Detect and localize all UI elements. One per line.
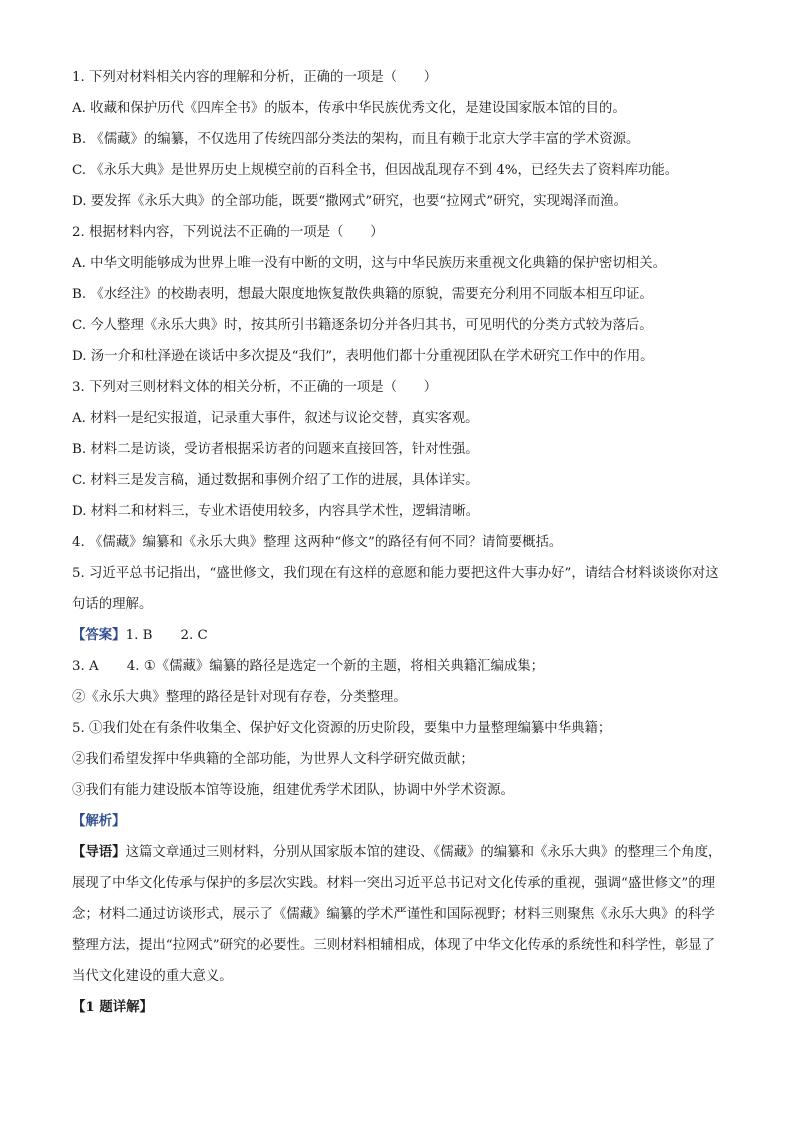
analysis-label: 【解析】 [72, 813, 126, 829]
answer-1: 1. B [125, 628, 153, 643]
question-3-option-c: C. 材料三是发言稿，通过数据和事例介绍了工作的进展，具体详实。 [72, 473, 479, 488]
question-5-stem: 5. 习近平总书记指出，“盛世修文，我们现在有这样的意愿和能力要把这件大事办好”，请结合材料谈谈你对这句话的理解。 [72, 566, 719, 612]
analysis-heading [72, 806, 724, 837]
question-4-stem: 4. 《儒藏》编纂和《永乐大典》整理 这两种“修文”的路径有何不同？请简要概括。 [72, 535, 563, 550]
question-3-option-d: D. 材料二和材料三，专业术语使用较多，内容具学术性，逻辑清晰。 [72, 504, 480, 519]
question-2-option-a: A. 中华文明能够成为世界上唯一没有中断的文明，这与中华民族历来重视文化典籍的保护密切相关。 [72, 256, 666, 271]
answer-5-part-2: ②我们希望发挥中华典籍的全部功能，为世界人文科学研究做贡献； [72, 752, 474, 767]
question-1-stem: 1. 下列对材料相关内容的理解和分析，正确的一项是（ ） [72, 70, 438, 85]
question-3-option-a: A. 材料一是纪实报道，记录重大事件，叙述与议论交替，真实客观。 [72, 411, 479, 426]
question-1-option-a: A. 收藏和保护历代《四库全书》的版本，传承中华民族优秀文化，是建设国家版本馆的目的。 [72, 101, 626, 116]
answer-3: 3. A [72, 659, 99, 674]
answer-4-part-1: 4. ①《儒藏》编纂的路径是选定一个新的主题，将相关典籍汇编成集； [126, 659, 545, 674]
question-1-option-c: C. 《永乐大典》是世界历史上规模空前的百科全书，但因战乱现存不到 4%，已经失去了资料库功能。 [72, 163, 679, 178]
question-1-detail-heading [72, 992, 724, 1023]
answer-2: 2. C [180, 628, 208, 643]
answer-5-part-1: 5. ①我们处在有条件收集全、保护好文化资源的历史阶段，要集中力量整理编纂中华典籍； [72, 721, 612, 736]
question-2-option-c: C. 今人整理《永乐大典》时，按其所引书籍逐条切分并各归其书，可见明代的分类方式较为落后。 [72, 318, 653, 333]
answer-5-part-3: ③我们有能力建设版本馆等设施，组建优秀学术团队，协调中外学术资源。 [72, 783, 514, 798]
question-2-option-d: D. 汤一介和杜泽逊在谈话中多次提及“我们”，表明他们都十分重视团队在学术研究工作中的作用。 [72, 349, 654, 364]
question-1-detail-label: 【1 题详解】 [72, 999, 153, 1015]
question-3-option-b: B. 材料二是访谈，受访者根据采访者的问题来直接回答，针对性强。 [72, 442, 479, 457]
question-1-option-b: B. 《儒藏》的编纂，不仅选用了传统四部分类法的架构，而且有赖于北京大学丰富的学术资源。 [72, 132, 640, 147]
answer-label: 【答案】 [72, 627, 126, 643]
question-2-option-b: B. 《水经注》的校勘表明，想最大限度地恢复散佚典籍的原貌，需要充分利用不同版本相互印证。 [72, 287, 653, 302]
answer-row-1 [72, 620, 724, 651]
question-2-stem: 2. 根据材料内容，下列说法不正确的一项是（ ） [72, 225, 384, 240]
question-3-stem: 3. 下列对三则材料文体的相关分析，不正确的一项是（ ） [72, 380, 438, 395]
guide-paragraph [72, 837, 724, 992]
guide-label: 【导语】 [72, 844, 126, 860]
guide-text: 这篇文章通过三则材料，分别从国家版本馆的建设、《儒藏》的编纂和《永乐大典》的整理三个角度，展现了中华文化传承与保护的多层次实践。材料一突出习近平总书记对文化传承的重视，强调“盛世修文”的理念；材料二通过访谈形式，展示了《儒藏》编纂的学术严谨性和国际视野；材料三则聚焦《永乐大典》的科学整理方法，提出“拉网式”研究的必要性。三则材料相辅相成，体现了中华文化传承的系统性和科学性，彰显了当代文化建设的重大意义。 [72, 845, 722, 984]
document-page [72, 62, 724, 1023]
answer-row-2 [72, 651, 724, 682]
answer-4-part-2: ②《永乐大典》整理的路径是针对现有存卷，分类整理。 [72, 690, 407, 705]
question-1-option-d: D. 要发挥《永乐大典》的全部功能，既要“撒网式”研究，也要“拉网式”研究，实现竭泽而渔。 [72, 194, 627, 209]
